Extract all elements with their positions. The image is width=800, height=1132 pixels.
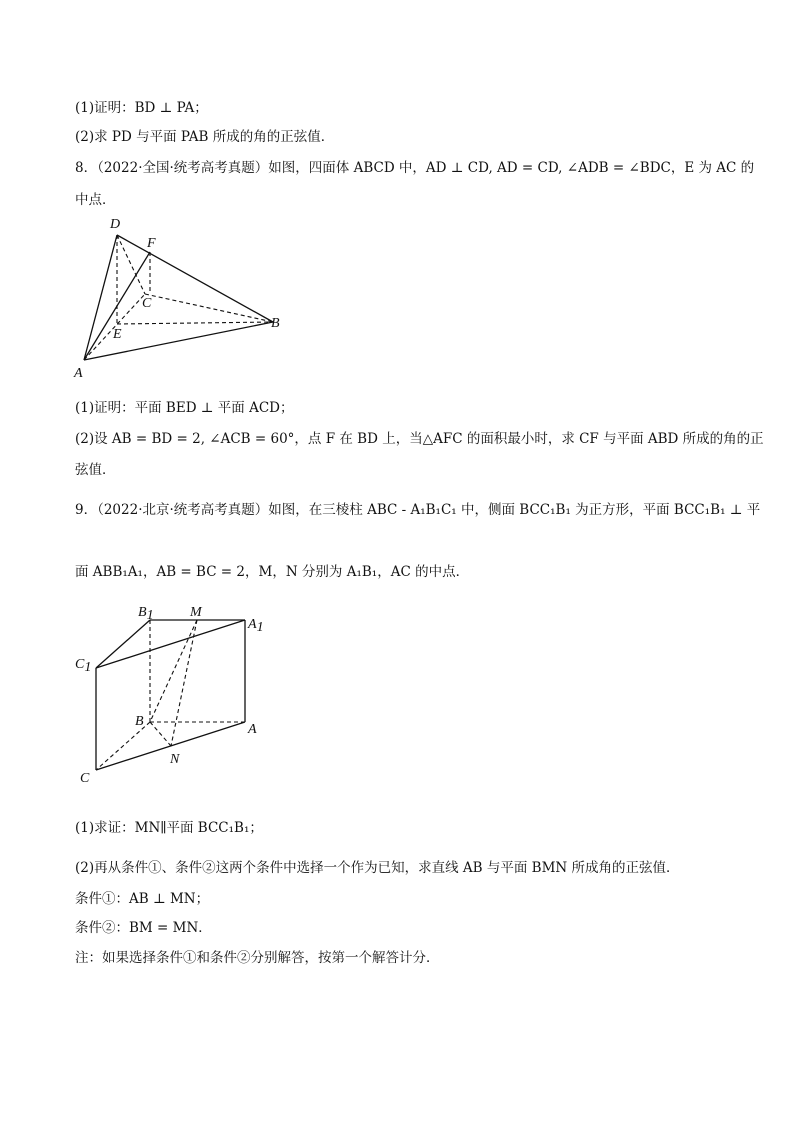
question-7-part-2: (2)求 PD 与平面 PAB 所成的角的正弦值．: [75, 129, 335, 145]
triangular-prism-figure: [75, 600, 275, 800]
question-8-part-2: (2)设 AB = BD = 2, ∠ACB = 60°，点 F 在 BD 上，当△AFC 的面积最小时，求 CF 与平面 ABD 所成的角的正: [75, 431, 764, 447]
segment-MN: [171, 620, 197, 746]
label-C1: C1: [75, 657, 92, 675]
edge-CB: [145, 294, 273, 322]
label-F: F: [147, 236, 156, 251]
label-A: A: [74, 366, 83, 381]
label-D: D: [110, 217, 121, 232]
label-A1: A1: [248, 617, 264, 635]
edge-C1A1: [96, 620, 245, 668]
label-B: B: [271, 316, 280, 331]
tetrahedron-figure: [70, 212, 300, 387]
question-9-part-1: (1)求证：MN∥平面 BCC₁B₁；: [75, 820, 263, 836]
question-7-part-1: (1)证明：BD ⊥ PA；: [75, 100, 208, 116]
question-8-part-2-cont: 弦值．: [75, 462, 116, 478]
label-B: B: [135, 714, 144, 729]
segment-BN: [150, 722, 171, 746]
edge-BC: [96, 722, 150, 770]
label-C: C: [142, 296, 152, 311]
edge-C1B1: [96, 620, 150, 668]
condition-1: 条件①：AB ⊥ MN；: [75, 891, 210, 907]
edge-EB: [117, 322, 273, 324]
edge-DC: [117, 235, 145, 294]
label-E: E: [113, 327, 122, 342]
question-9-part-2: (2)再从条件①、条件②这两个条件中选择一个作为已知，求直线 AB 与平面 BMN 所成角的正弦值．: [75, 860, 680, 876]
label-B1: B1: [138, 605, 154, 623]
question-8-stem: 8．（2022·全国·统考高考真题）如图，四面体 ABCD 中，AD ⊥ CD, AD = CD, ∠ADB = ∠BDC，E 为 AC 的: [75, 160, 755, 176]
question-9-stem-cont: 面 ABB₁A₁，AB = BC = 2，M，N 分别为 A₁B₁，AC 的中点．: [75, 564, 470, 580]
segment-MB: [150, 620, 197, 722]
question-8-stem-cont: 中点．: [75, 192, 116, 208]
label-N: N: [170, 752, 180, 767]
label-A: A: [248, 722, 257, 737]
label-M: M: [190, 605, 202, 620]
condition-2: 条件②：BM = MN．: [75, 920, 212, 936]
note: 注：如果选择条件①和条件②分别解答，按第一个解答计分．: [75, 950, 440, 966]
label-C: C: [80, 771, 90, 786]
question-8-part-1: (1)证明：平面 BED ⊥ 平面 ACD；: [75, 400, 294, 416]
question-9-stem: 9．（2022·北京·统考高考真题）如图，在三棱柱 ABC - A₁B₁C₁ 中，侧面 BCC₁B₁ 为正方形，平面 BCC₁B₁ ⊥ 平: [75, 502, 761, 518]
edge-DB: [117, 235, 273, 322]
